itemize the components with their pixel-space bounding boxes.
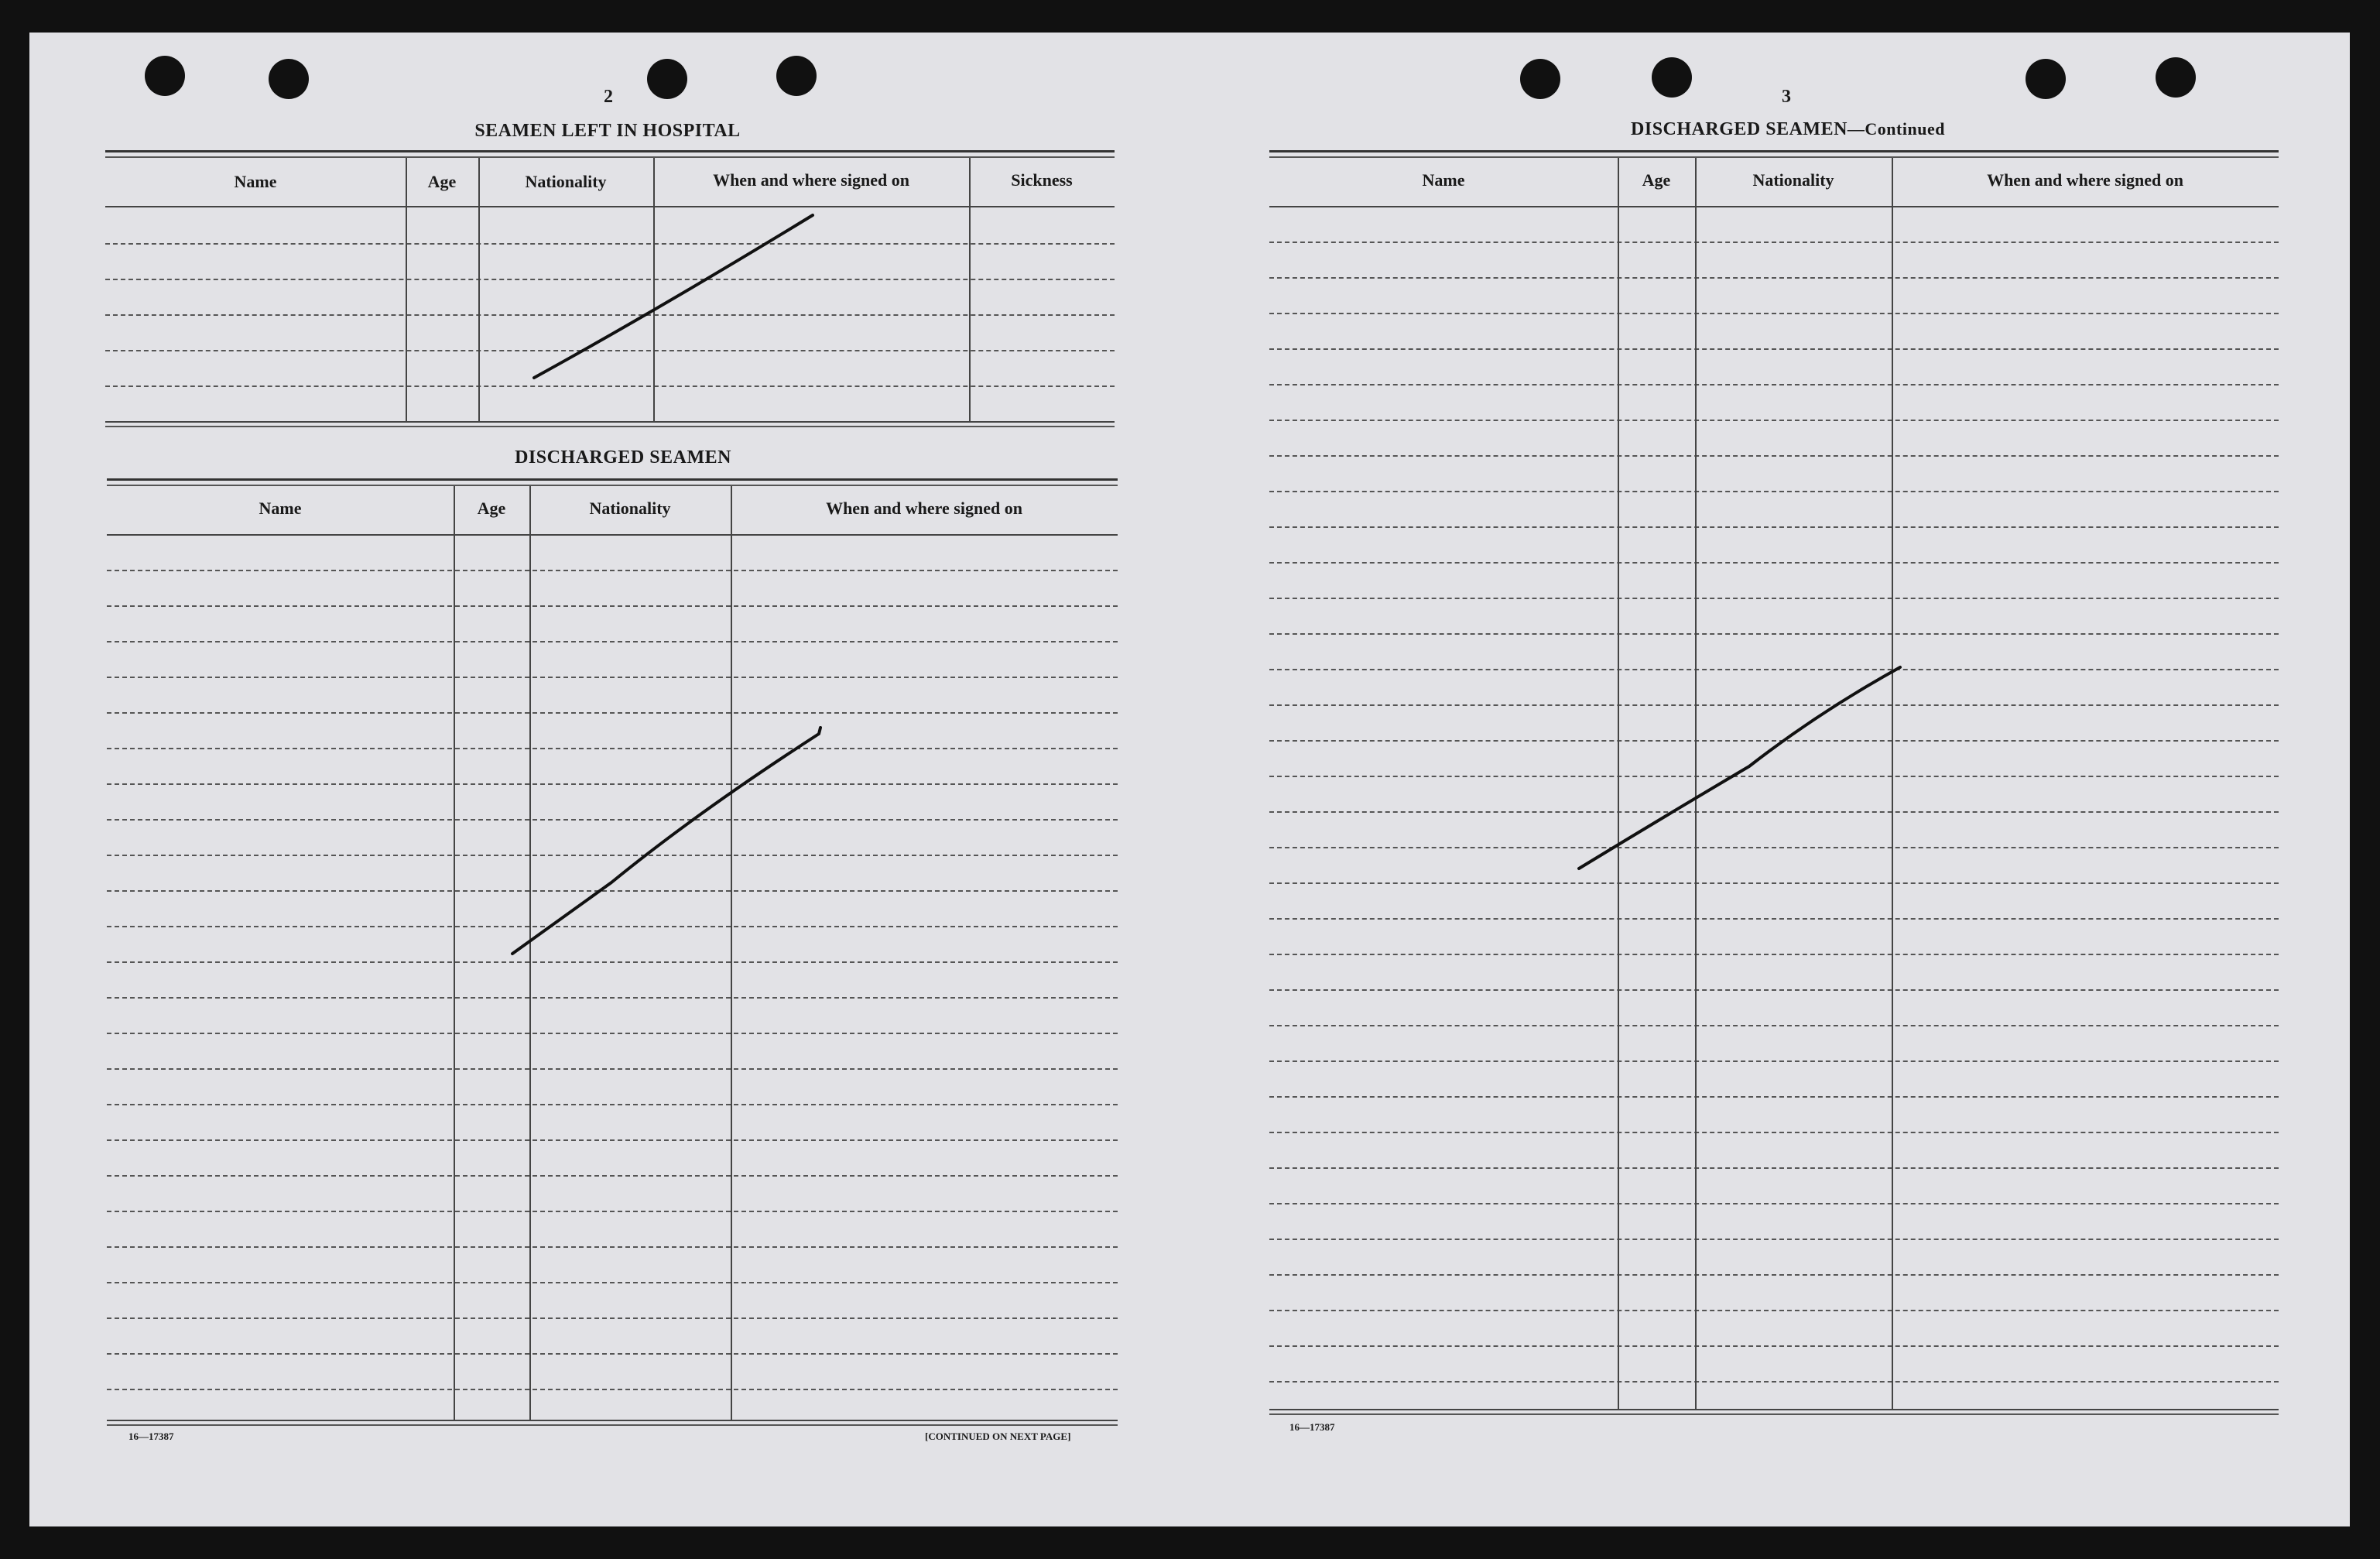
col-header-nationality: Nationality: [589, 499, 671, 518]
col-header-age: Age: [427, 172, 457, 191]
diagonal-strike-mark: [534, 215, 813, 378]
discharged-section-title: DISCHARGED SEAMEN: [515, 447, 731, 468]
section-title-suffix: —Continued: [1847, 119, 1945, 139]
form-number-left: 16—17387: [128, 1431, 174, 1442]
col-header-signed-on: When and where signed on: [1987, 170, 2183, 190]
diagonal-strike-mark: [512, 728, 820, 954]
col-header-signed-on: When and where signed on: [826, 499, 1022, 518]
diagonal-strike-mark: [1579, 667, 1900, 869]
page-number-right: 3: [1782, 87, 1791, 107]
col-header-nationality: Nationality: [525, 172, 607, 191]
continued-note: [CONTINUED ON NEXT PAGE]: [925, 1431, 1071, 1442]
col-header-nationality: Nationality: [1752, 170, 1834, 190]
page-number-left: 2: [604, 87, 613, 107]
col-header-name: Name: [234, 172, 277, 191]
col-header-sickness: Sickness: [1011, 170, 1073, 190]
col-header-name: Name: [1422, 170, 1465, 190]
col-header-age: Age: [477, 499, 506, 518]
hospital-section-title: SEAMEN LEFT IN HOSPITAL: [474, 121, 741, 141]
col-header-name: Name: [259, 499, 302, 518]
col-header-age: Age: [1642, 170, 1671, 190]
section-title-text: DISCHARGED SEAMEN: [1631, 119, 1847, 139]
form-number-right: 16—17387: [1289, 1421, 1335, 1433]
col-header-signed-on: When and where signed on: [713, 170, 909, 190]
